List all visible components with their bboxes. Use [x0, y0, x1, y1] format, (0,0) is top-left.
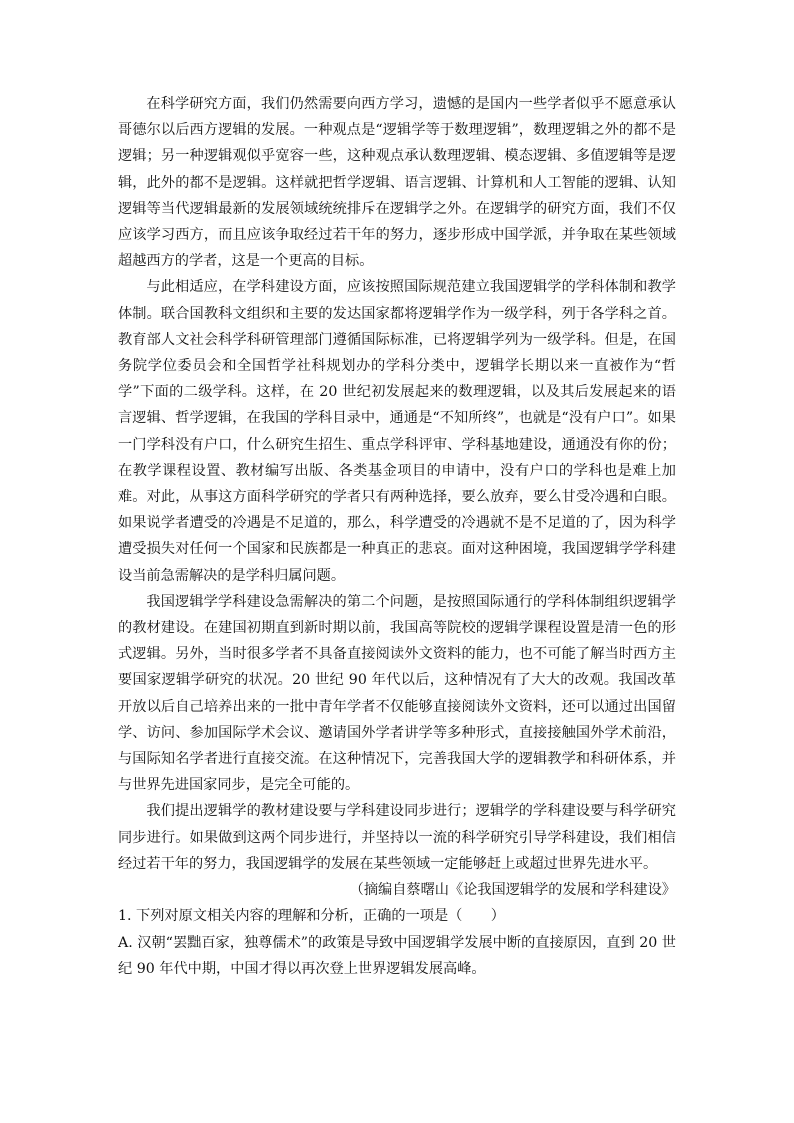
question-stem: 1. 下列对原文相关内容的理解和分析，正确的一项是（ ） [118, 908, 505, 925]
paragraph-3: 我国逻辑学学科建设急需解决的第二个问题，是按照国际通行的学科体制组织逻辑学的教材建设。在建国初期直到新时期以前，我国高等院校的逻辑学课程设置是清一色的形式逻辑。另外，当时很多学者不具备直接阅读外文资料的能力，也不可能了解当时西方主要国家逻辑学研究的状况。20 世纪 90 年代以后，这种情况有了大大的改观。我国改革开放以后自己培养出来的一批中青年学者不仅能够直接阅读外文资料，还可以通过出国留学、访问、参加国际学术会议、邀请国外学者讲学等多种形式，直接接触国外学术前沿，与国际知名学者进行直接交流。在这种情况下，完善我国大学的逻辑教学和科研体系，并与世界先进国家同步，是完全可能的。 [118, 593, 676, 794]
document-page [118, 91, 676, 982]
source-citation: （摘编自蔡曙山《论我国逻辑学的发展和学科建设》 [349, 882, 676, 899]
question-option-a: A. 汉朝“罢黜百家，独尊儒术”的政策是导致中国逻辑学发展中断的直接原因，直到 20 世纪 90 年代中期，中国才得以再次登上世界逻辑发展高峰。 [118, 934, 676, 977]
paragraph-2: 与此相适应，在学科建设方面，应该按照国际规范建立我国逻辑学的学科体制和教学体制。联合国教科文组织和主要的发达国家都将逻辑学作为一级学科，列于各学科之首。教育部人文社会科学科研管理部门遵循国际标准，已将逻辑学列为一级学科。但是，在国务院学位委员会和全国哲学社科规划办的学科分类中，逻辑学长期以来一直被作为“哲学”下面的二级学科。这样，在 20 世纪初发展起来的数理逻辑，以及其后发展起来的语言逻辑、哲学逻辑，在我国的学科目录中，通通是“不知所终”，也就是“没有户口”。如果一门学科没有户口，什么研究生招生、重点学科评审、学科基地建设，通通没有你的份；在教学课程设置、教材编写出版、各类基金项目的申请中，没有户口的学科也是难上加难。对此，从事这方面科学研究的学者只有两种选择，要么放弃，要么甘受冷遇和白眼。如果说学者遭受的冷遇是不足道的，那么，科学遭受的冷遇就不是不足道的了，因为科学遭受损失对任何一个国家和民族都是一种真正的悲哀。面对这种困境，我国逻辑学学科建设当前急需解决的是学科归属问题。 [118, 279, 676, 584]
paragraph-1: 在科学研究方面，我们仍然需要向西方学习，遗憾的是国内一些学者似乎不愿意承认哥德尔以后西方逻辑的发展。一种观点是“逻辑学等于数理逻辑”，数理逻辑之外的都不是逻辑；另一种逻辑观似乎宽容一些，这种观点承认数理逻辑、模态逻辑、多值逻辑等是逻辑，此外的都不是逻辑。这样就把哲学逻辑、语言逻辑、计算机和人工智能的逻辑、认知逻辑等当代逻辑最新的发展领域统统排斥在逻辑学之外。在逻辑学的研究方面，我们不仅应该学习西方，而且应该争取经过若干年的努力，逐步形成中国学派，并争取在某些领域超越西方的学者，这是一个更高的目标。 [118, 96, 676, 270]
paragraph-4: 我们提出逻辑学的教材建设要与学科建设同步进行；逻辑学的学科建设要与科学研究同步进行。如果做到这两个同步进行，并坚持以一流的科学研究引导学科建设，我们相信经过若干年的努力，我国逻辑学的发展在某些领域一定能够赶上或超过世界先进水平。 [118, 803, 676, 872]
